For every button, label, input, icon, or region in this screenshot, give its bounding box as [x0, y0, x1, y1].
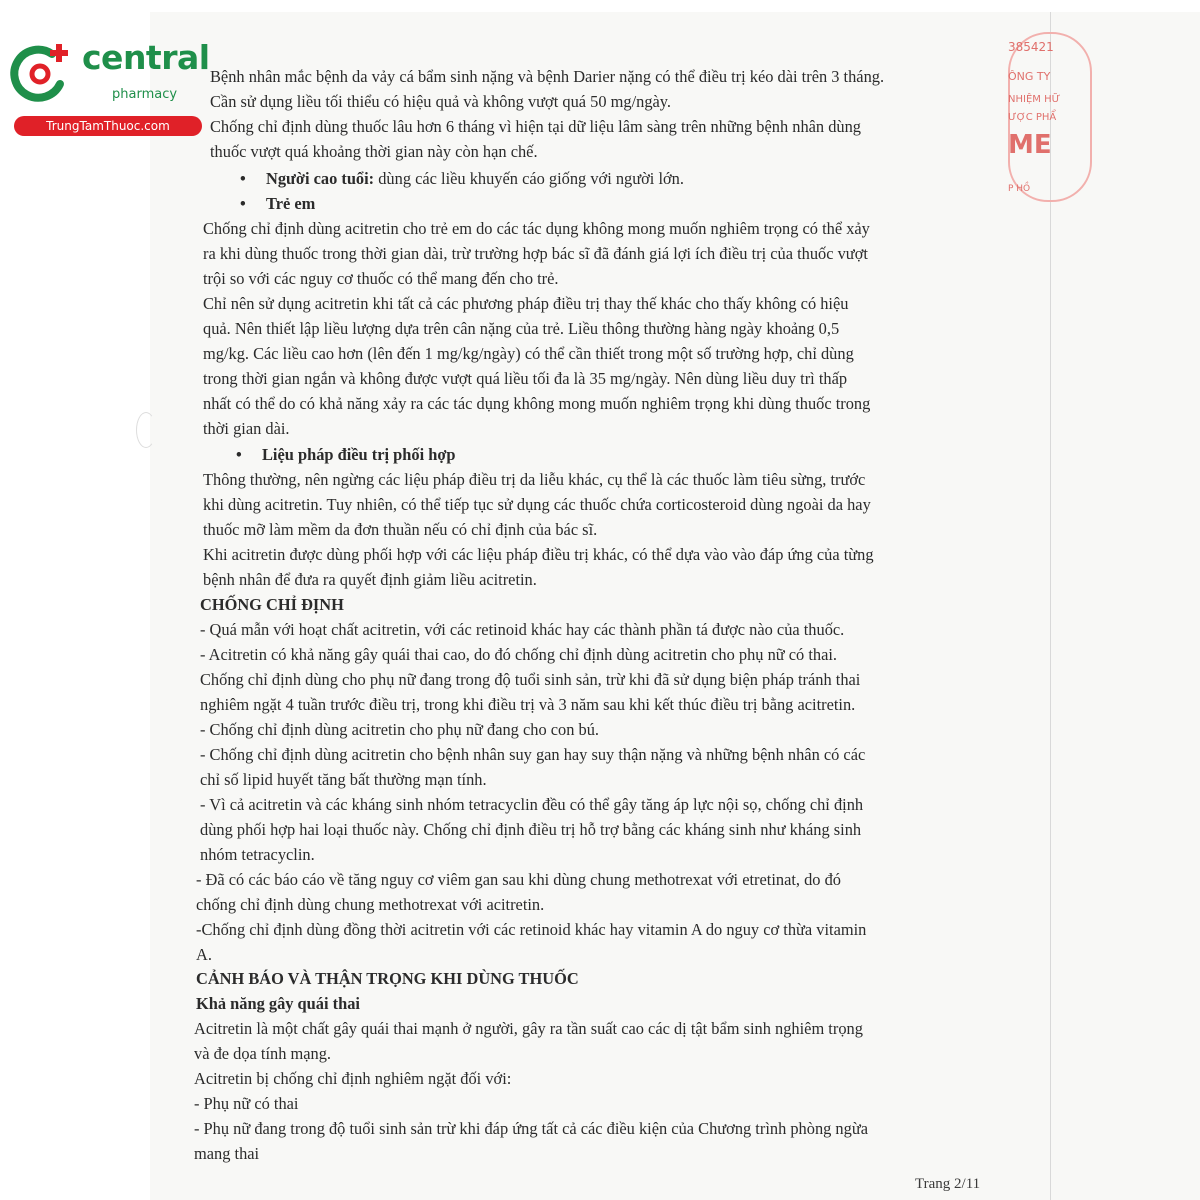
text-line: mang thai — [194, 1144, 260, 1163]
text-line: chỉ số lipid huyết tăng bất thường mạn tính. — [200, 770, 487, 789]
text-line: - Vì cả acitretin và các kháng sinh nhóm tetracyclin đều có thể gây tăng áp lực nội sọ, chống chỉ định — [200, 795, 864, 814]
text-line: - Phụ nữ đang trong độ tuổi sinh sản trừ khi đáp ứng tất cả các điều kiện của Chương trình phòng ngừa — [194, 1119, 868, 1138]
logo-site-url: TrungTamThuoc.com — [14, 116, 202, 136]
text-line: nghiêm ngặt 4 tuần trước điều trị, trong khi điều trị và 3 năm sau khi kết thúc điều trị bằng acitretin. — [200, 695, 856, 714]
subheading-teratogenicity: Khả năng gây quái thai — [196, 994, 360, 1013]
text-line: quả. Nên thiết lập liều lượng dựa trên cân nặng của trẻ. Liều thông thường hàng ngày khoảng 0,5 — [203, 319, 840, 338]
stamp-line: NHIỆM HỮ — [1008, 94, 1061, 105]
bullet-heading-combination: • Liệu pháp điều trị phối hợp — [262, 444, 456, 466]
page-number: Trang 2/11 — [915, 1176, 981, 1192]
text-line: - Quá mẫn với hoạt chất acitretin, với các retinoid khác hay các thành phần tá được nào của thuốc. — [200, 620, 845, 639]
text-line: nhóm tetracyclin. — [200, 845, 315, 864]
text-line: thuốc mỡ làm mềm da đơn thuần nếu có chỉ định của bác sĩ. — [203, 520, 598, 539]
stamp-line: ÔNG TY — [1008, 70, 1051, 83]
text-line: dùng các liều khuyến cáo giống với người lớn. — [374, 169, 684, 188]
text-line: khi dùng acitretin. Tuy nhiên, có thể tiếp tục sử dụng các thuốc chứa corticosteroid dùng ngoài da hay — [203, 495, 871, 514]
text-line: Chống chỉ định dùng acitretin cho trẻ em do các tác dụng không mong muốn nghiêm trọng có thể xảy — [203, 219, 870, 238]
text-line: Chỉ nên sử dụng acitretin khi tất cả các phương pháp điều trị thay thế khác cho thấy không có hiệu — [203, 294, 849, 313]
text-line: - Đã có các báo cáo về tăng nguy cơ viêm gan sau khi dùng chung methotrexat với etretinat, do đó — [196, 870, 841, 889]
text-line: thuốc vượt quá khoảng thời gian này còn hạn chế. — [210, 142, 538, 161]
text-line: -Chống chỉ định dùng đồng thời acitretin với các retinoid khác hay vitamin A do nguy cơ thừa vitamin — [196, 920, 867, 939]
text-line: - Chống chỉ định dùng acitretin cho bệnh nhân suy gan hay suy thận nặng và những bệnh nhân có các — [200, 745, 866, 764]
stamp-line: ME — [1008, 130, 1052, 160]
text-line: Khi acitretin được dùng phối hợp với các liệu pháp điều trị khác, có thể dựa vào vào đáp ứng của từng — [203, 545, 874, 564]
text-line: chống chỉ định dùng chung methotrexat với acitretin. — [196, 895, 545, 914]
logo-brand: central — [82, 38, 210, 77]
text-line: Cần sử dụng liều tối thiểu có hiệu quả và không vượt quá 50 mg/ngày. — [210, 92, 672, 111]
stamp-line: 385421 — [1008, 40, 1054, 54]
bullet-heading-elderly: Người cao tuổi: — [266, 169, 375, 188]
text-line: bệnh nhân để đưa ra quyết định giảm liều acitretin. — [203, 570, 537, 589]
text-line: và đe dọa tính mạng. — [194, 1044, 332, 1063]
section-heading-contraindications: CHỐNG CHỈ ĐỊNH — [200, 595, 344, 614]
text-line: Chống chỉ định dùng cho phụ nữ đang trong độ tuổi sinh sản, trừ khi đã sử dụng biện pháp tránh thai — [200, 670, 861, 689]
text-line: dùng phối hợp hai loại thuốc này. Chống chỉ định điều trị hỗ trợ bằng các kháng sinh như kháng sinh — [200, 820, 862, 839]
text-line: ra khi dùng thuốc trong thời gian dài, trừ trường hợp bác sĩ đã đánh giá lợi ích điều trị của thuốc vượt — [203, 244, 868, 263]
logo-subtitle: pharmacy — [112, 87, 178, 102]
text-line: nhất có thể do có khả năng xảy ra các tác dụng không mong muốn nghiêm trọng khi dùng thuốc trong — [203, 394, 871, 413]
stamp-line: P HỒ — [1008, 184, 1031, 194]
text-line: Bệnh nhân mắc bệnh da vảy cá bẩm sinh nặng và bệnh Darier nặng có thể điều trị kéo dài trên 3 tháng. — [210, 67, 885, 86]
text-line: Acitretin là một chất gây quái thai mạnh ở người, gây ra tần suất cao các dị tật bẩm sinh nghiêm trọng — [194, 1019, 863, 1038]
stamp-line: ƯỢC PHẨ — [1008, 112, 1057, 123]
text-line: Thông thường, nên ngừng các liệu pháp điều trị da liễu khác, cụ thể là các thuốc làm tiêu sừng, trước — [203, 470, 866, 489]
text-line: - Phụ nữ có thai — [194, 1094, 299, 1113]
text-line: A. — [196, 945, 212, 964]
text-line: Acitretin bị chống chỉ định nghiêm ngặt đối với: — [194, 1069, 512, 1088]
bullet-item — [266, 168, 684, 190]
text-line: mg/kg. Các liều cao hơn (lên đến 1 mg/kg/ngày) có thể cần thiết trong một số trường hợp, chỉ dùng — [203, 344, 854, 363]
text-line: trội so với các nguy cơ thuốc có thể mang đến cho trẻ. — [203, 269, 559, 288]
section-heading-warnings: CẢNH BÁO VÀ THẬN TRỌNG KHI DÙNG THUỐC — [196, 969, 579, 988]
text-line: - Chống chỉ định dùng acitretin cho phụ nữ đang cho con bú. — [200, 720, 599, 739]
text-line: trong thời gian ngắn và không được vượt quá liều tối đa là 35 mg/ngày. Nên dùng liều duy trì thấp — [203, 369, 848, 388]
text-line: thời gian dài. — [203, 419, 290, 438]
text-line: - Acitretin có khả năng gây quái thai cao, do đó chống chỉ định dùng acitretin cho phụ nữ có thai. — [200, 645, 838, 664]
bullet-heading-children: • Trẻ em — [266, 193, 315, 215]
text-line: Chống chỉ định dùng thuốc lâu hơn 6 tháng vì hiện tại dữ liệu lâm sàng trên những bệnh nhân dùng — [210, 117, 861, 136]
